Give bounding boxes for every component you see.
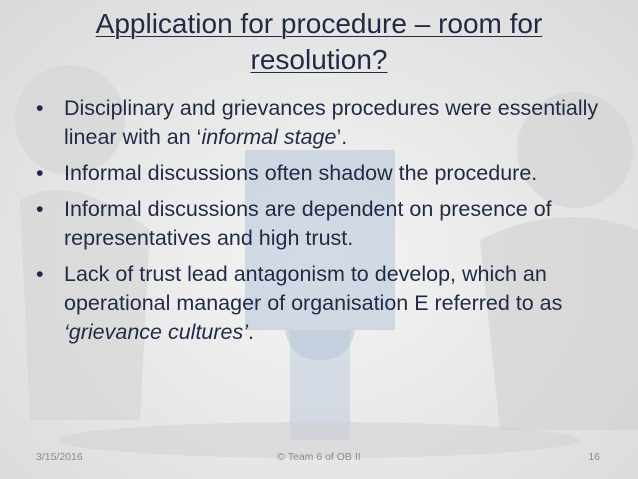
bullet-text: Informal discussions often shadow the procedure. (64, 161, 538, 185)
bullet-text-end: . (248, 320, 255, 344)
footer-page-number: 16 (588, 451, 600, 463)
bullet-emphasis: informal stage (201, 125, 337, 149)
slide-title-text: Application for procedure – room for resolution? (95, 8, 543, 75)
slide-title (40, 6, 598, 78)
bullet-text: Disciplinary and grievances procedures were essentially linear with an ‘ (64, 96, 599, 149)
bullet-list (34, 94, 614, 354)
footer-date: 3/15/2016 (36, 451, 83, 463)
bullet-text-end: ’. (336, 125, 348, 149)
bullet-text: Lack of trust lead antagonism to develop, which an operational manager of organisation E referred to as (64, 262, 563, 315)
bullet-item (34, 260, 614, 347)
bullet-item (34, 195, 614, 253)
bullet-emphasis: ‘grievance cultures’ (64, 320, 249, 344)
bullet-item (34, 159, 614, 188)
bullet-text: Informal discussions are dependent on presence of representatives and high trust. (64, 197, 552, 250)
footer-copyright: © Team 6 of OB II (277, 451, 361, 463)
bullet-item (34, 94, 614, 152)
